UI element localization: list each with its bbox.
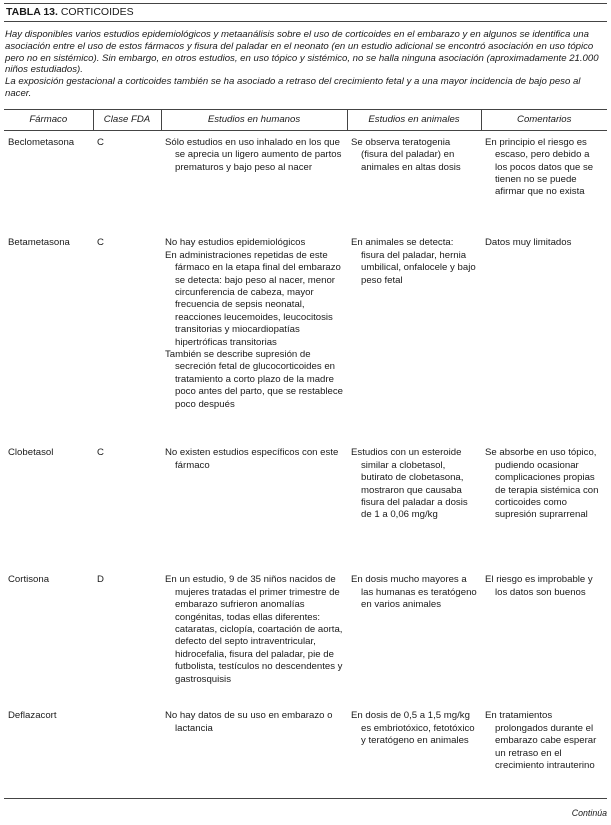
- human-study-text: En administraciones repetidas de este fármaco en la etapa final del embarazo se detecta: bajo peso al nacer, menor circunferencia de cabeza, mayor frecuencia de sepsis neonatal, reacciones leucemoides, leucocitosis transitorias y miocardiopatías hipertróficas transitorias: [165, 249, 341, 348]
- drug-name: Deflazacort: [8, 710, 57, 722]
- table-row: [4, 441, 607, 568]
- comment-text: El riesgo es improbable y los datos son buenos: [485, 574, 593, 598]
- fda-class: D: [97, 574, 104, 586]
- drug-name: Clobetasol: [8, 447, 54, 459]
- drug-name: Cortisona: [8, 574, 50, 586]
- human-studies: [161, 704, 347, 798]
- header-farmaco: Fármaco: [4, 109, 93, 130]
- animal-studies: [347, 568, 481, 704]
- table-number: TABLA 13.: [6, 6, 58, 18]
- drug-name: Betametasona: [8, 237, 70, 249]
- human-study-text: No hay datos de su uso en embarazo o lactancia: [165, 710, 333, 734]
- animal-studies: [347, 704, 481, 798]
- fda-class: [93, 704, 161, 798]
- intro-paragraph-1: Hay disponibles varios estudios epidemiológicos y metaanálisis sobre el uso de corticoides en el embarazo y en algunos se identifica una asociación entre el uso de estos fármacos y fisura del paladar en el neonato (en un estudio adicional se encontró asociación en uso tópico pero no en sistémico). Sin embargo, en otros estudios, en uso tópico y sistémico, no se halla ninguna asociación (aproximadamente 21.000 niños estudiados).: [5, 29, 599, 76]
- header-comentarios: Comentarios: [481, 109, 607, 130]
- page: [4, 0, 607, 799]
- comments: [481, 130, 607, 231]
- table-row: [4, 704, 607, 798]
- animal-study-text: En dosis mucho mayores a las humanas es teratógeno en varios animales: [351, 574, 477, 611]
- human-studies: [161, 441, 347, 568]
- header-clase-fda: Clase FDA: [93, 109, 161, 130]
- comments: [481, 568, 607, 704]
- drug-name: Beclometasona: [8, 136, 75, 148]
- table-header-row: [4, 109, 607, 130]
- human-studies: [161, 568, 347, 704]
- table-name: CORTICOIDES: [60, 6, 134, 18]
- animal-studies: [347, 231, 481, 441]
- comment-text: Se absorbe en uso tópico, pudiendo ocasionar complicaciones propias de terapia sistémica con corticoides como supresión suprarrenal: [485, 447, 599, 521]
- comments: [481, 441, 607, 568]
- animal-study-text: Estudios con un esteroide similar a clobetasol, butirato de clobetasona, mostraron que causaba fisura del paladar a dosis de 1 a 0,06 mg/kg: [351, 447, 468, 521]
- comment-text: Datos muy limitados: [485, 237, 572, 249]
- human-studies: [161, 130, 347, 231]
- comment-text: En principio el riesgo es escaso, pero debido a los pocos datos que se tienen no se puede afirmar que no exista: [485, 136, 594, 198]
- animal-study-text: En dosis de 0,5 a 1,5 mg/kg es embriotóxico, fetotóxico y teratógeno en animales: [351, 710, 475, 747]
- human-study-text: Sólo estudios en uso inhalado en los que se aprecia un ligero aumento de partos prematuros y bajo peso al nacer: [165, 136, 342, 173]
- table-title: [4, 3, 607, 22]
- header-estudios-animales: Estudios en animales: [347, 109, 481, 130]
- table-row: [4, 130, 607, 231]
- continua-label: Continúa: [571, 808, 607, 818]
- fda-class: C: [97, 136, 104, 148]
- human-study-text: También se describe supresión de secreción fetal de glucocorticoides en tratamiento a corto plazo de la madre poco antes del parto, que se restablece poco después: [165, 348, 344, 410]
- animal-study-text: En animales se detecta: fisura del paladar, hernia umbilical, onfalocele y bajo peso fetal: [351, 237, 476, 286]
- human-study-text: No hay estudios epidemiológicos: [165, 237, 306, 249]
- human-studies: [161, 231, 347, 441]
- animal-studies: [347, 441, 481, 568]
- human-study-text: No existen estudios específicos con este fármaco: [165, 447, 339, 471]
- human-study-text: En un estudio, 9 de 35 niños nacidos de mujeres tratadas el primer trimestre de embarazo sufrieron anomalías congénitas, todas ellas diferentes: cataratas, ciclopía, coartación de aorta, defecto del septo intraventricular, hidrocefalia, fisura del paladar, pie de futbolista, testículos no descendentes y gastrosquisis: [165, 574, 343, 685]
- animal-studies: [347, 130, 481, 231]
- header-estudios-humanos: Estudios en humanos: [161, 109, 347, 130]
- animal-study-text: Se observa teratogenia (fisura del paladar) en animales en altas dosis: [351, 136, 461, 173]
- drug-table: [4, 109, 607, 799]
- table-row: [4, 568, 607, 704]
- comments: [481, 704, 607, 798]
- intro-paragraph-2: La exposición gestacional a corticoides también se ha asociado a retraso del crecimiento fetal y a una mayor incidencia de bajo peso al nacer.: [5, 76, 581, 99]
- fda-class: C: [97, 447, 104, 459]
- bottom-rule: [4, 798, 607, 799]
- comment-text: En tratamientos prolongados durante el embarazo cabe esperar un retraso en el crecimiento intrauterino: [485, 710, 597, 771]
- comments: [481, 231, 607, 441]
- intro-text: [4, 29, 607, 100]
- table-row: [4, 231, 607, 441]
- fda-class: C: [97, 237, 104, 249]
